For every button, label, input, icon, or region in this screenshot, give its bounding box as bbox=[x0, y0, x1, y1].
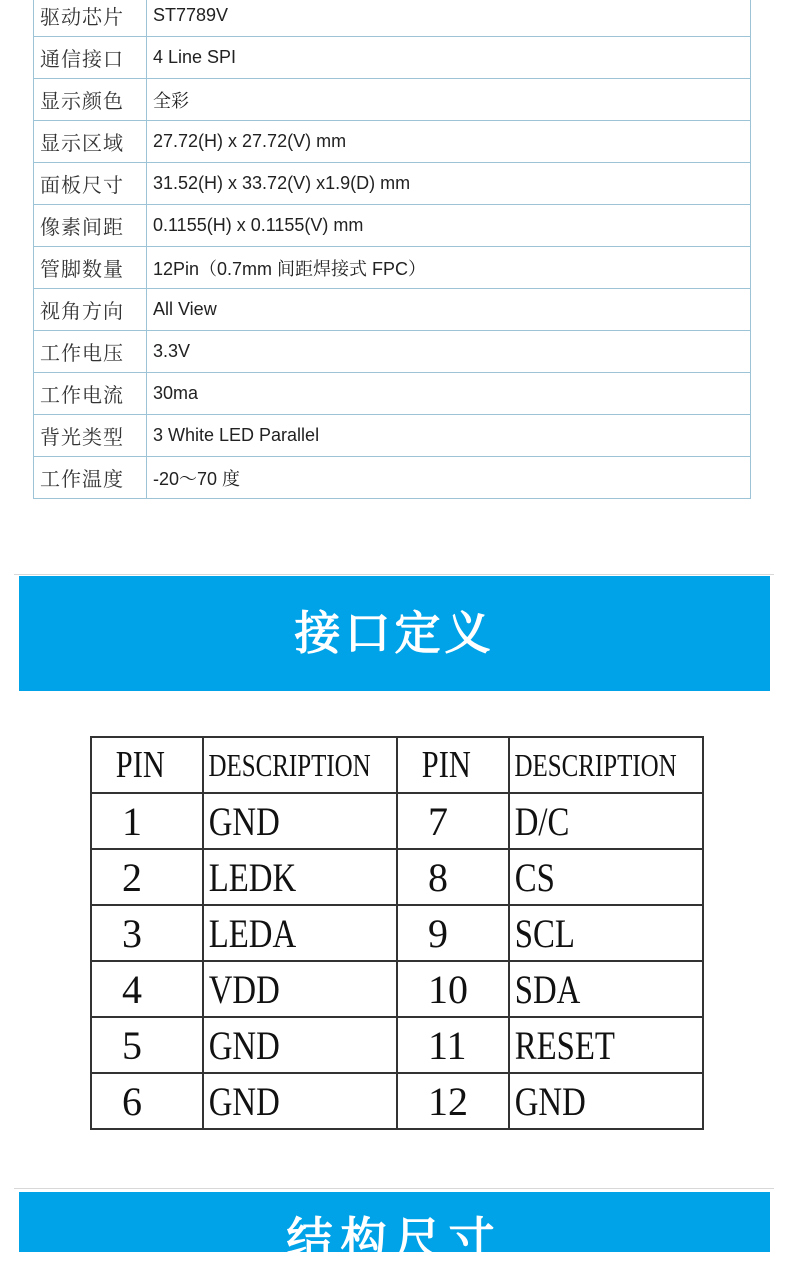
spec-row bbox=[34, 373, 751, 415]
pin-description: LEDA bbox=[203, 905, 362, 961]
spec-value: 27.72(H) x 27.72(V) mm bbox=[147, 121, 751, 163]
spec-value: ST7789V bbox=[147, 0, 751, 37]
spec-label: 显示颜色 bbox=[34, 79, 147, 121]
spec-label: 背光类型 bbox=[34, 415, 147, 457]
pin-description: GND bbox=[203, 1073, 362, 1129]
pin-description: SCL bbox=[509, 905, 668, 961]
interface-banner-title: 接口定义 bbox=[294, 606, 495, 660]
spec-label: 像素间距 bbox=[34, 205, 147, 247]
spec-row bbox=[34, 415, 751, 457]
spec-row bbox=[34, 331, 751, 373]
description-header: DESCRIPTION bbox=[509, 737, 660, 793]
pin-number: 8 bbox=[397, 849, 509, 905]
section-divider bbox=[14, 1188, 774, 1189]
pin-number: 4 bbox=[91, 961, 203, 1017]
spec-label: 驱动芯片 bbox=[34, 0, 147, 37]
pin-description: CS bbox=[509, 849, 668, 905]
spec-row bbox=[34, 289, 751, 331]
pin-description: VDD bbox=[203, 961, 362, 1017]
structure-banner-title: 结构尺寸 bbox=[286, 1212, 503, 1266]
spec-label: 视角方向 bbox=[34, 289, 147, 331]
pin-number: 11 bbox=[397, 1017, 509, 1073]
pin-number: 7 bbox=[397, 793, 509, 849]
spec-row bbox=[34, 79, 751, 121]
description-header: DESCRIPTION bbox=[203, 737, 354, 793]
spec-value: 31.52(H) x 33.72(V) x1.9(D) mm bbox=[147, 163, 751, 205]
spec-value: 12Pin（0.7mm 间距焊接式 FPC） bbox=[147, 247, 751, 289]
spec-table bbox=[33, 0, 751, 499]
spec-label: 显示区域 bbox=[34, 121, 147, 163]
pin-table-header bbox=[91, 737, 703, 793]
pin-row bbox=[91, 1017, 703, 1073]
spec-row bbox=[34, 457, 751, 499]
interface-banner bbox=[19, 576, 770, 691]
structure-banner bbox=[19, 1192, 770, 1266]
spec-value: 30ma bbox=[147, 373, 751, 415]
spec-row bbox=[34, 205, 751, 247]
spec-value: 0.1155(H) x 0.1155(V) mm bbox=[147, 205, 751, 247]
pin-row bbox=[91, 905, 703, 961]
pin-header: PIN bbox=[91, 737, 181, 793]
pin-number: 2 bbox=[91, 849, 203, 905]
spec-value: 全彩 bbox=[147, 79, 751, 121]
spec-label: 通信接口 bbox=[34, 37, 147, 79]
spec-value: 3.3V bbox=[147, 331, 751, 373]
spec-label: 面板尺寸 bbox=[34, 163, 147, 205]
spec-row bbox=[34, 37, 751, 79]
spec-value: All View bbox=[147, 289, 751, 331]
pin-number: 5 bbox=[91, 1017, 203, 1073]
pin-description: SDA bbox=[509, 961, 668, 1017]
spec-label: 工作温度 bbox=[34, 457, 147, 499]
spec-row bbox=[34, 247, 751, 289]
pin-row bbox=[91, 961, 703, 1017]
pin-description: D/C bbox=[509, 793, 668, 849]
pin-header: PIN bbox=[397, 737, 487, 793]
spec-row bbox=[34, 121, 751, 163]
pin-number: 1 bbox=[91, 793, 203, 849]
pin-row bbox=[91, 849, 703, 905]
pin-number: 12 bbox=[397, 1073, 509, 1129]
spec-label: 管脚数量 bbox=[34, 247, 147, 289]
spec-value: 4 Line SPI bbox=[147, 37, 751, 79]
spec-value: 3 White LED Parallel bbox=[147, 415, 751, 457]
pin-row bbox=[91, 1073, 703, 1129]
pin-number: 10 bbox=[397, 961, 509, 1017]
pin-number: 3 bbox=[91, 905, 203, 961]
spec-value: -20～70 度 bbox=[147, 457, 751, 499]
pin-description: LEDK bbox=[203, 849, 362, 905]
spec-label: 工作电压 bbox=[34, 331, 147, 373]
pin-table bbox=[90, 736, 704, 1130]
pin-description: GND bbox=[203, 1017, 362, 1073]
pin-description: RESET bbox=[509, 1017, 668, 1073]
pin-description: GND bbox=[203, 793, 362, 849]
spec-row bbox=[34, 0, 751, 37]
spec-label: 工作电流 bbox=[34, 373, 147, 415]
pin-description: GND bbox=[509, 1073, 668, 1129]
spec-row bbox=[34, 163, 751, 205]
pin-number: 9 bbox=[397, 905, 509, 961]
pin-number: 6 bbox=[91, 1073, 203, 1129]
pin-row bbox=[91, 793, 703, 849]
section-divider bbox=[14, 574, 774, 575]
